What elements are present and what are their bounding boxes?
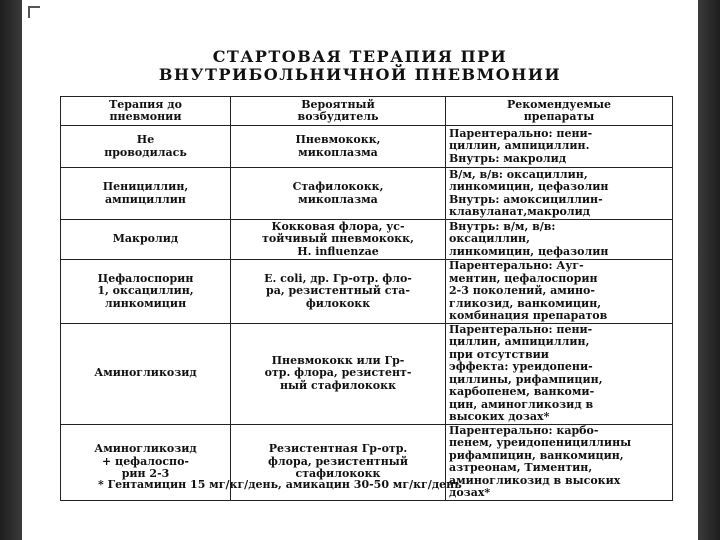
title-line-2: ВНУТРИБОЛЬНИЧНОЙ ПНЕВМОНИИ <box>158 65 562 84</box>
table-row <box>61 126 673 168</box>
cell-pathogen: Пневмококк, микоплазма <box>231 126 446 168</box>
cell-pathogen: E. coli, др. Гр-отр. фло- ра, резистентный ста- филококк <box>231 260 446 324</box>
cell-prior-therapy: Аминогликозид + цефалоспо- рин 2-3 <box>61 424 231 500</box>
footnote: * Гентамицин 15 мг/кг/день, амикацин 30-50 мг/кг/день <box>98 478 462 491</box>
cell-prior-therapy: Макролид <box>61 220 231 260</box>
table-row <box>61 260 673 324</box>
cell-drugs: Парентерально: пени- циллин, ампициллин, при отсутствии эффекта: уреидопени- циллины, рифампицин, карбопенем, ванкоми- цин, аминогликозид в высоких дозах* <box>446 323 673 424</box>
table-row <box>61 220 673 260</box>
title-line-1: СТАРТОВАЯ ТЕРАПИЯ ПРИ <box>212 47 508 66</box>
cell-drugs: Парентерально: карбо- пенем, уреидопенициллины рифампицин, ванкомицин, азтреонам, Тиментин, аминогликозид в высоких дозах* <box>446 424 673 500</box>
document-page <box>22 0 698 540</box>
cell-drugs: Внутрь: в/м, в/в: оксациллин, линкомицин, цефазолин <box>446 220 673 260</box>
background-right-strip <box>698 0 720 540</box>
cell-prior-therapy: Аминогликозид <box>61 323 231 424</box>
page-title <box>22 48 698 84</box>
table-header-row <box>61 97 673 126</box>
header-pathogen: Вероятный возбудитель <box>231 97 446 126</box>
cell-drugs: Парентерально: пени- циллин, ампициллин. Внутрь: макролид <box>446 126 673 168</box>
cell-drugs: В/м, в/в: оксациллин, линкомицин, цефазолин Внутрь: амоксициллин- клавуланат,макролид <box>446 168 673 220</box>
cell-pathogen: Стафилококк, микоплазма <box>231 168 446 220</box>
cell-prior-therapy: Не проводилась <box>61 126 231 168</box>
cell-pathogen: Резистентная Гр-отр. флора, резистентный стафилококк <box>231 424 446 500</box>
cell-prior-therapy: Цефалоспорин 1, оксациллин, линкомицин <box>61 260 231 324</box>
header-prior-therapy: Терапия до пневмонии <box>61 97 231 126</box>
cell-pathogen: Пневмококк или Гр- отр. флора, резистент- ный стафилококк <box>231 323 446 424</box>
therapy-table <box>60 96 673 501</box>
table-row <box>61 168 673 220</box>
corner-mark <box>28 6 40 18</box>
cell-prior-therapy: Пенициллин, ампициллин <box>61 168 231 220</box>
cell-pathogen: Кокковая флора, ус- тойчивый пневмококк, H. influenzae <box>231 220 446 260</box>
table-row <box>61 323 673 424</box>
header-drugs: Рекомендуемые препараты <box>446 97 673 126</box>
cell-drugs: Парентерально: Ауг- ментин, цефалоспорин 2-3 поколений, амино- гликозид, ванкомицин, комбинация препаратов <box>446 260 673 324</box>
background-left-strip <box>0 0 22 540</box>
